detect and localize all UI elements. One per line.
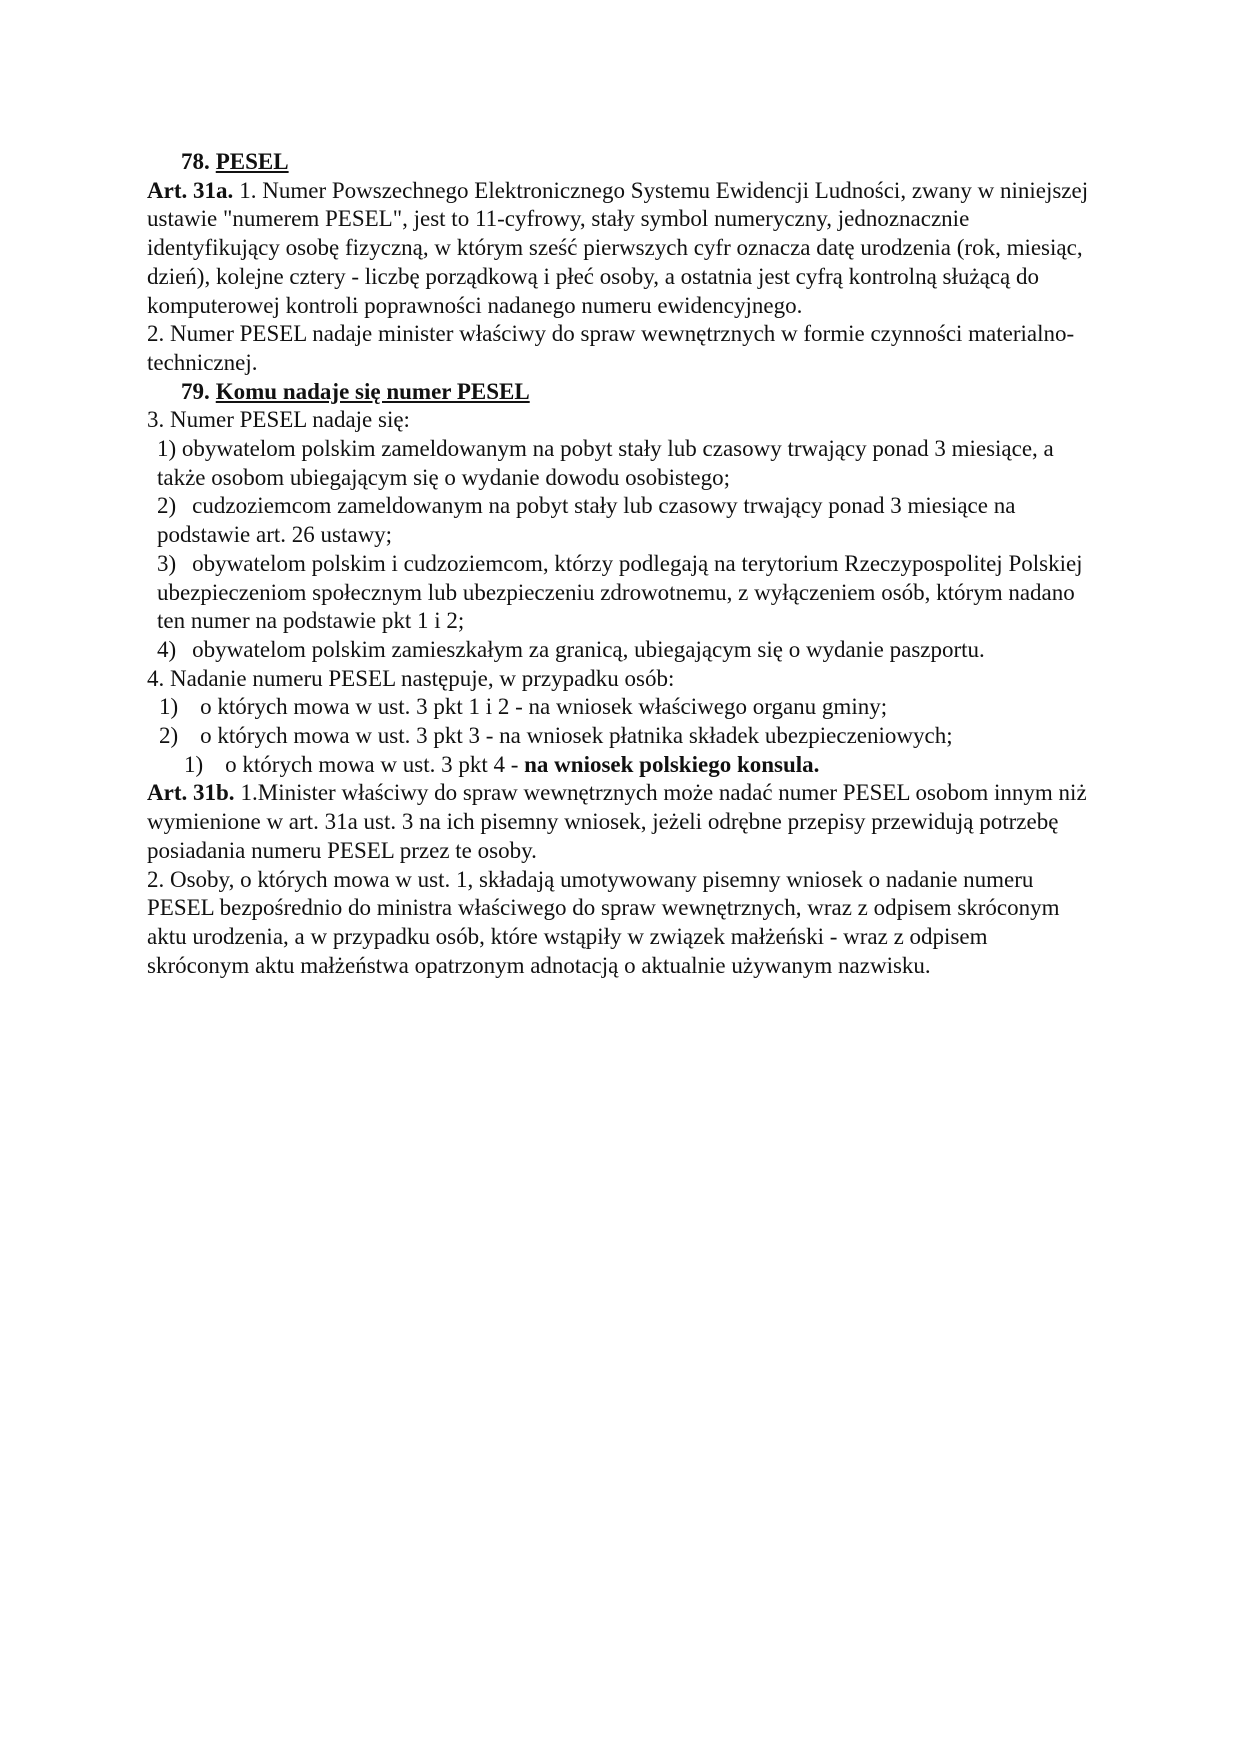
list-item bbox=[147, 722, 1092, 751]
art-31b-paragraph-1 bbox=[147, 779, 1092, 865]
paragraph-4-intro: 4. Nadanie numeru PESEL następuje, w przypadku osób: bbox=[147, 665, 675, 691]
list-item bbox=[147, 693, 1092, 722]
article-label: Art. 31b. bbox=[147, 780, 235, 806]
list-item-text: o których mowa w ust. 3 pkt 3 - na wniosek płatnika składek ubezpieczeniowych; bbox=[200, 723, 953, 749]
list-item-number: 2) bbox=[157, 493, 177, 519]
list-item bbox=[147, 492, 1092, 549]
list-item bbox=[147, 636, 1092, 665]
list-item bbox=[147, 435, 1092, 492]
section-heading-79 bbox=[147, 378, 1092, 407]
list-item-text: obywatelom polskim zameldowanym na pobyt stały lub czasowy trwający ponad 3 miesiące, a także osobom ubiegającym się o wydanie dowodu osobistego; bbox=[157, 436, 1054, 490]
section-title: Komu nadaje się numer PESEL bbox=[215, 378, 530, 404]
art-31a-paragraph-2: 2. Numer PESEL nadaje minister właściwy do spraw wewnętrznych w formie czynności materialno-technicznej. bbox=[147, 321, 1075, 375]
list-item-number: 1) bbox=[157, 436, 177, 462]
list-item-text: obywatelom polskim i cudzoziemcom, którzy podlegają na terytorium Rzeczypospolitej Polskiej ubezpieczeniom społecznym lub ubezpieczeniu zdrowotnemu, z wyłączeniem osób, którym nadano ten numer na podstawie pkt 1 i 2; bbox=[157, 550, 1083, 634]
paragraph-text: 1.Minister właściwy do spraw wewnętrznych może nadać numer PESEL osobom innym niż wymienione w art. 31a ust. 3 na ich pisemny wniosek, jeżeli odrębne przepisy przewidują potrzebę posiadania numeru PESEL przez te osoby. bbox=[147, 780, 1087, 863]
article-label: Art. 31a. bbox=[147, 177, 234, 203]
section-heading-78 bbox=[147, 148, 1092, 177]
section-number: 78. bbox=[181, 149, 210, 174]
art-31b-paragraph-2: 2. Osoby, o których mowa w ust. 1, składają umotywowany pisemny wniosek o nadanie numeru PESEL bezpośrednio do ministra właściwego do spraw wewnętrznych, wraz z odpisem skróconym aktu urodzenia, a w przypadku osób, które wstąpiły w związek małżeński - wraz z odpisem skróconym aktu małżeństwa opatrzonym adnotacją o aktualnie używanym nazwisku. bbox=[147, 866, 1060, 978]
list-item-number: 2) bbox=[159, 723, 179, 749]
section-title: PESEL bbox=[215, 149, 289, 174]
list-item-number: 3) bbox=[157, 550, 177, 576]
list-item bbox=[147, 751, 1092, 780]
section-number: 79. bbox=[181, 378, 210, 404]
paragraph-3-intro: 3. Numer PESEL nadaje się: bbox=[147, 407, 410, 433]
list-item-text: o których mowa w ust. 3 pkt 4 - bbox=[225, 751, 519, 777]
list-item-text: o których mowa w ust. 3 pkt 1 i 2 - na wniosek właściwego organu gminy; bbox=[200, 694, 888, 720]
list-item-text: cudzoziemcom zameldowanym na pobyt stały lub czasowy trwający ponad 3 miesiące na podstawie art. 26 ustawy; bbox=[157, 493, 1016, 548]
list-item-text-bold: na wniosek polskiego konsula. bbox=[518, 751, 820, 777]
list-item-number: 1) bbox=[184, 751, 204, 777]
list-item-text: obywatelom polskim zamieszkałym za granicą, ubiegającym się o wydanie paszportu. bbox=[192, 636, 985, 662]
list-item-number: 4) bbox=[157, 636, 177, 662]
list-item-number: 1) bbox=[159, 694, 179, 720]
list-item bbox=[147, 550, 1092, 636]
document-body bbox=[147, 148, 1092, 980]
art-31a-paragraph-1 bbox=[147, 177, 1092, 321]
paragraph-text: 1. Numer Powszechnego Elektronicznego Systemu Ewidencji Ludności, zwany w niniejszej ustawie "numerem PESEL", jest to 11-cyfrowy, stały symbol numeryczny, jednoznacznie identyfikujący osobę fizyczną, w którym sześć pierwszych cyfr oznacza datę urodzenia (rok, miesiąc, dzień), kolejne cztery - liczbę porządkową i płeć osoby, a ostatnia jest cyfrą kontrolną służącą do komputerowej kontroli poprawności nadanego numeru ewidencyjnego. bbox=[147, 177, 1089, 318]
